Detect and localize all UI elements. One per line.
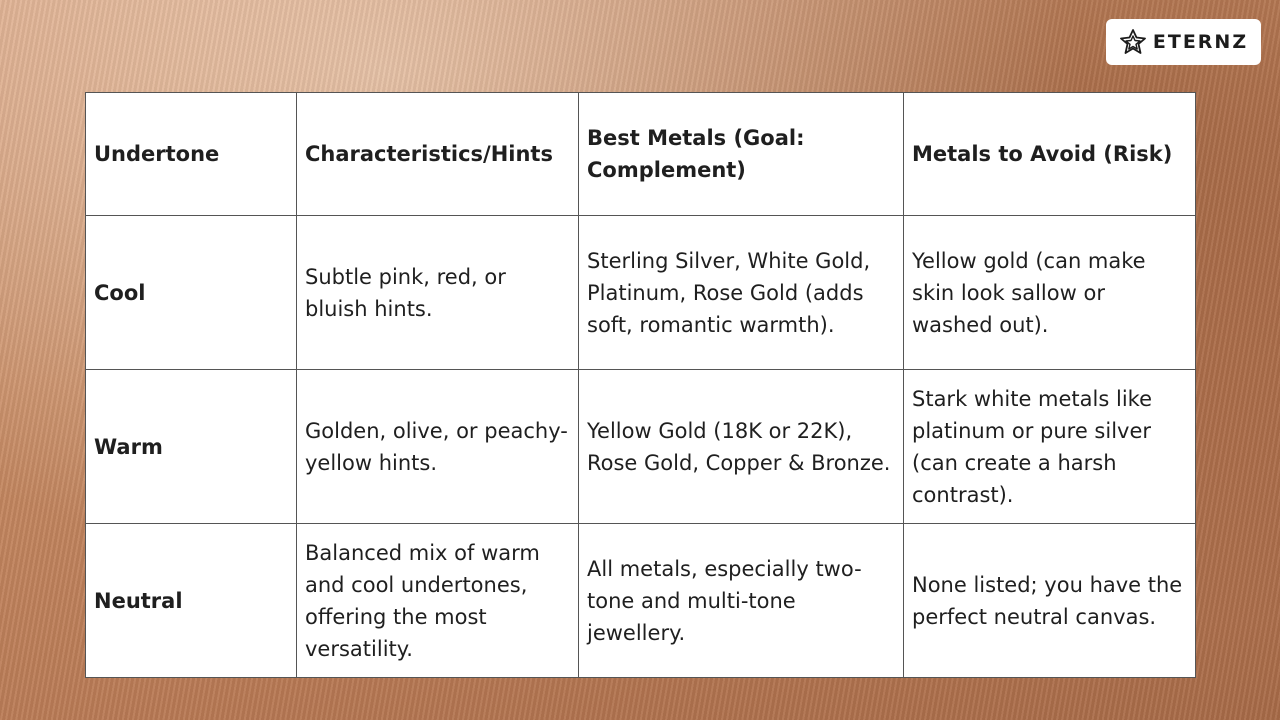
undertone-cell: Warm [86,370,297,524]
undertone-cell: Cool [86,216,297,370]
table-row [86,524,1196,678]
best-metals-cell: All metals, especially two-tone and multi-tone jewellery. [579,524,904,678]
characteristics-cell: Golden, olive, or peachy-yellow hints. [297,370,579,524]
star-knot-icon [1119,28,1147,56]
best-metals-cell: Sterling Silver, White Gold, Platinum, Rose Gold (adds soft, romantic warmth). [579,216,904,370]
characteristics-cell: Balanced mix of warm and cool undertones, offering the most versatility. [297,524,579,678]
avoid-metals-cell: Stark white metals like platinum or pure silver (can create a harsh contrast). [904,370,1196,524]
undertone-cell: Neutral [86,524,297,678]
header-metals-to-avoid: Metals to Avoid (Risk) [904,93,1196,216]
header-characteristics: Characteristics/Hints [297,93,579,216]
avoid-metals-cell: Yellow gold (can make skin look sallow or washed out). [904,216,1196,370]
table-row [86,370,1196,524]
table-header-row [86,93,1196,216]
header-best-metals: Best Metals (Goal: Complement) [579,93,904,216]
table-row [86,216,1196,370]
brand-name: ETERNZ [1152,31,1249,53]
characteristics-cell: Subtle pink, red, or bluish hints. [297,216,579,370]
brand-logo [1106,19,1261,65]
undertone-metals-table [85,92,1196,678]
avoid-metals-cell: None listed; you have the perfect neutral canvas. [904,524,1196,678]
header-undertone: Undertone [86,93,297,216]
best-metals-cell: Yellow Gold (18K or 22K), Rose Gold, Copper & Bronze. [579,370,904,524]
